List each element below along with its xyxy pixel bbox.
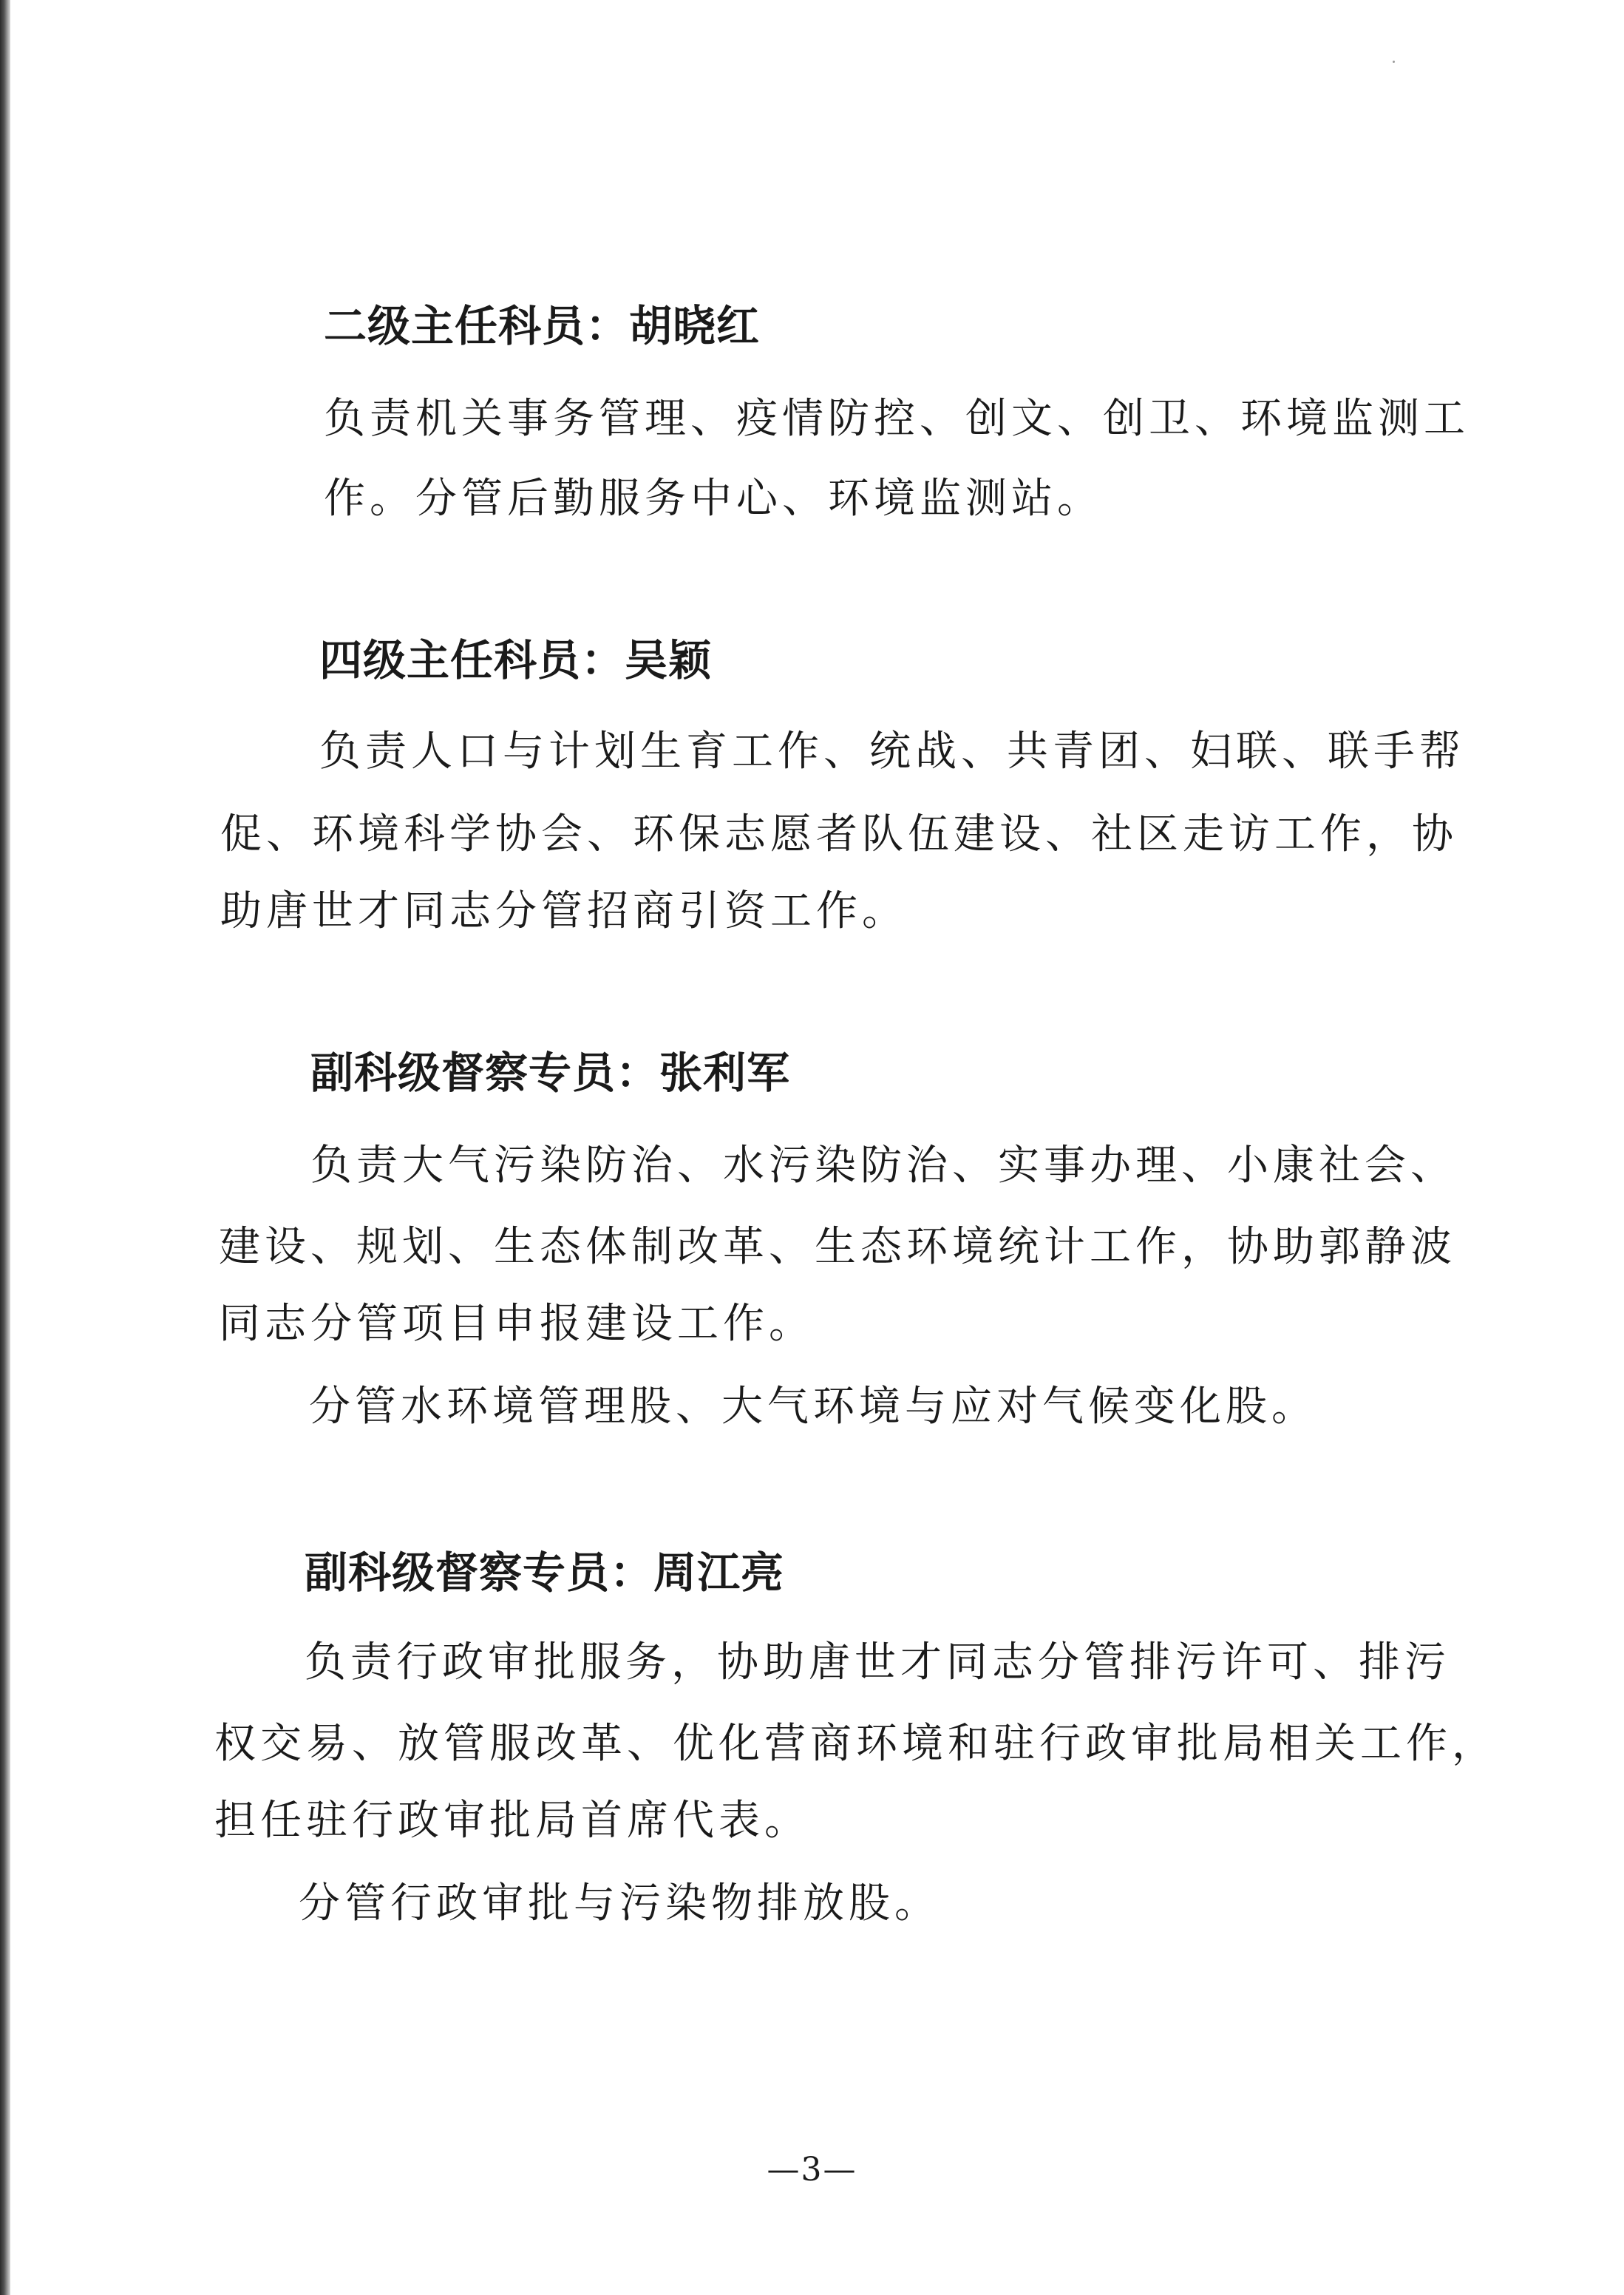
- paragraph-line: 作。分管后勤服务中心、环境监测站。: [324, 475, 1103, 523]
- paragraph-line: 助唐世才同志分管招商引资工作。: [220, 887, 908, 935]
- scan-speck: [1393, 61, 1395, 63]
- paragraph-line: 同志分管项目申报建设工作。: [219, 1300, 815, 1348]
- paragraph-line: 分管行政审批与污染物排放股。: [299, 1879, 940, 1928]
- paragraph-line: 建设、规划、生态体制改革、生态环境统计工作，协助郭静波: [219, 1223, 1456, 1271]
- paragraph-line: 负责大气污染防治、水污染防治、实事办理、小康社会、: [310, 1142, 1456, 1190]
- section-heading-hu-xiaohong: 二级主任科员：胡晓红: [324, 301, 761, 351]
- paragraph-line: 分管水环境管理股、大气环境与应对气候变化股。: [309, 1383, 1317, 1431]
- page-number: —3—: [767, 2151, 857, 2189]
- section-heading-wu-ying: 四级主任科员：吴颖: [319, 635, 713, 685]
- paragraph-line: 促、环境科学协会、环保志愿者队伍建设、社区走访工作，协: [220, 810, 1458, 858]
- paragraph-line: 担任驻行政审批局首席代表。: [214, 1797, 810, 1845]
- paragraph-line: 负责行政审批服务，协助唐世才同志分管排污许可、排污: [305, 1638, 1450, 1686]
- paragraph-line: 权交易、放管服改革、优化营商环境和驻行政审批局相关工作，: [214, 1720, 1498, 1768]
- scan-edge-shadow: [0, 0, 10, 2295]
- paragraph-line: 负责人口与计划生育工作、统战、共青团、妇联、联手帮: [319, 728, 1465, 776]
- section-heading-zhou-jiangliang: 副科级督察专员：周江亮: [305, 1547, 785, 1598]
- paragraph-line: 负责机关事务管理、疫情防控、创文、创卫、环境监测工: [324, 395, 1470, 443]
- section-heading-zhang-lijun: 副科级督察专员：张利军: [310, 1048, 791, 1098]
